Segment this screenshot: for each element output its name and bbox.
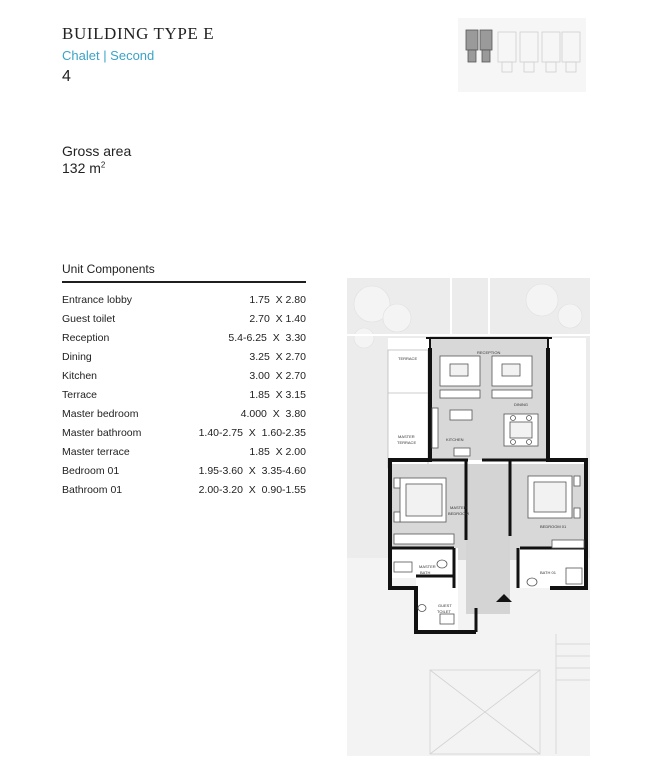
component-name: Master bathroom <box>62 426 142 439</box>
gross-area-value: 132 $m^2$ <box>62 160 106 176</box>
unit-number: 4 <box>62 68 71 85</box>
component-dimensions: 5.4-6.25 X 3.30 <box>228 331 306 344</box>
floor-plan <box>342 278 592 756</box>
label-kitchen: KITCHEN <box>446 437 464 442</box>
component-row <box>62 442 306 461</box>
component-row <box>62 480 306 499</box>
component-dimensions: 3.00 X 2.70 <box>249 369 306 382</box>
component-name: Reception <box>62 331 110 344</box>
component-name: Terrace <box>62 388 98 401</box>
unit-components-title: Unit Components <box>62 262 155 276</box>
component-name: Master bedroom <box>62 407 139 420</box>
component-dimensions: 3.25 X 2.70 <box>249 350 306 363</box>
gross-area-label: Gross area <box>62 143 132 159</box>
terrace-area <box>388 350 428 468</box>
component-row <box>62 366 306 385</box>
component-name: Bedroom 01 <box>62 464 120 477</box>
component-dimensions: 1.85 X 2.00 <box>249 445 306 458</box>
label-terrace: TERRACE <box>398 356 418 361</box>
corridor <box>466 464 510 614</box>
component-dimensions: 1.95-3.60 X 3.35-4.60 <box>198 464 306 477</box>
component-dimensions: 1.75 X 2.80 <box>249 293 306 306</box>
component-name: Guest toilet <box>62 312 116 325</box>
component-dimensions: 1.85 X 3.15 <box>249 388 306 401</box>
building-key-plan-thumbnail <box>458 18 586 92</box>
label-bath-01: BATH 01 <box>540 570 556 575</box>
unit-components-list <box>62 290 306 499</box>
building-type-title: BUILDING TYPE E <box>62 24 215 43</box>
component-row <box>62 347 306 366</box>
unit-components-divider <box>62 281 306 283</box>
label-guest-toilet-1: GUEST <box>438 603 452 608</box>
component-row <box>62 290 306 309</box>
label-master-terrace-2: TERRACE <box>397 440 417 445</box>
label-master-bedroom-2: BEDROOM <box>448 511 469 516</box>
master-bed-furniture <box>394 478 454 544</box>
component-name: Kitchen <box>62 369 98 382</box>
label-reception: RECEPTION <box>477 350 501 355</box>
component-name: Dining <box>62 350 92 363</box>
component-row <box>62 385 306 404</box>
component-row <box>62 309 306 328</box>
component-name: Entrance lobby <box>62 293 133 306</box>
component-name: Master terrace <box>62 445 130 458</box>
component-dimensions: 2.70 X 1.40 <box>249 312 306 325</box>
component-name: Bathroom 01 <box>62 483 123 496</box>
label-master-bath-1: MASTER <box>419 564 436 569</box>
component-dimensions: 1.40-2.75 X 1.60-2.35 <box>198 426 306 439</box>
label-guest-toilet-2: TOILET <box>437 609 451 614</box>
label-master-terrace-1: MASTER <box>398 434 415 439</box>
label-bedroom-01: BEDROOM 01 <box>540 524 567 529</box>
component-row <box>62 328 306 347</box>
dining-table <box>504 414 538 446</box>
label-master-bedroom-1: MASTER <box>450 505 467 510</box>
component-row <box>62 404 306 423</box>
unit-subtitle: Chalet | Second <box>62 48 155 63</box>
component-row <box>62 423 306 442</box>
component-row <box>62 461 306 480</box>
component-dimensions: 4.000 X 3.80 <box>240 407 306 420</box>
label-master-bath-2: BATH <box>420 570 431 575</box>
component-dimensions: 2.00-3.20 X 0.90-1.55 <box>198 483 306 496</box>
label-dining: DINING <box>514 402 528 407</box>
